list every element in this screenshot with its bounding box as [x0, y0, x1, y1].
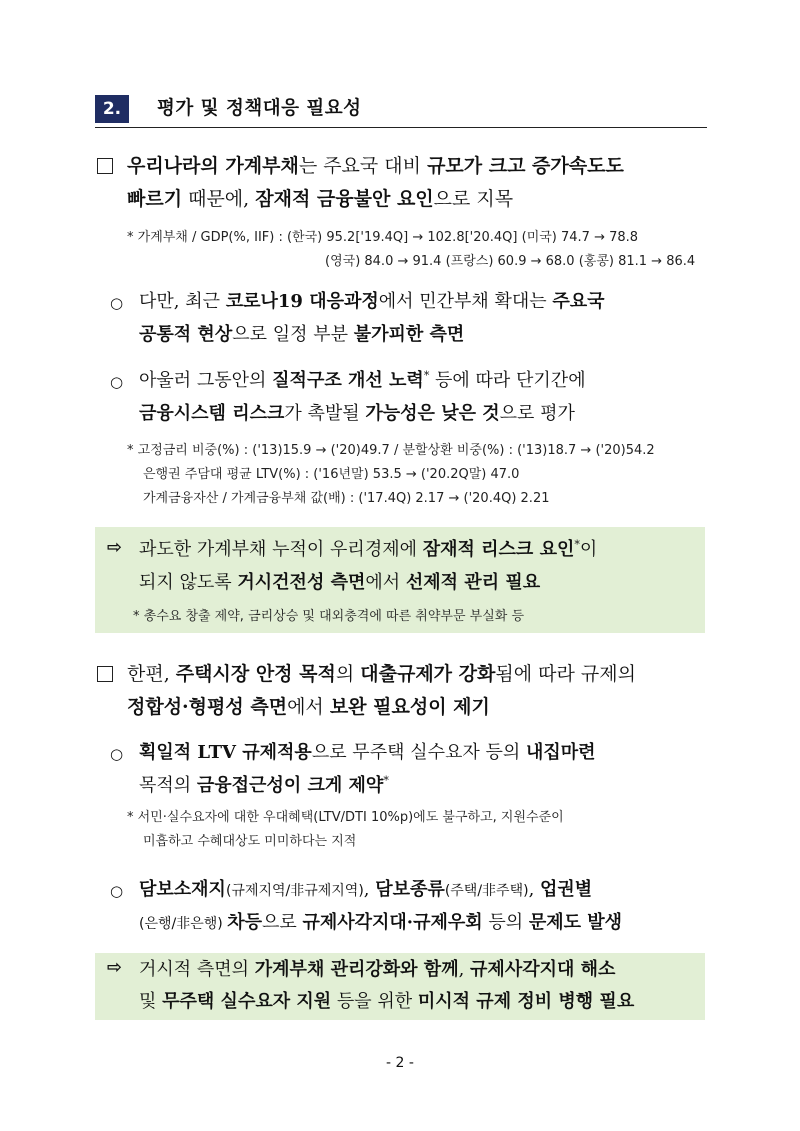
text: 아울러 그동안의 — [139, 370, 273, 391]
paragraph-2b-line-1 — [139, 874, 592, 907]
text: 는 주요국 대비 — [298, 155, 428, 177]
page-number: - 2 - — [386, 1055, 414, 1071]
bold-text: 미시적 규제 정비 병행 필요 — [417, 991, 635, 1012]
text: 으로 — [261, 912, 303, 933]
text: 에서 — [287, 696, 330, 718]
bold-text: 주요국 — [552, 291, 605, 312]
text: 등을 위한 — [331, 991, 418, 1012]
footnote-marker: * — [574, 538, 580, 551]
text: 으로 무주택 실수요자 등의 — [311, 742, 526, 763]
summary-line-1 — [139, 534, 597, 566]
text: 등에 따라 단기간에 — [429, 370, 586, 391]
text: 과도한 가계부채 누적이 우리경제에 — [139, 539, 423, 560]
footnote-marker: * — [423, 369, 430, 382]
bold-text: 잠재적 금융불안 요인 — [255, 188, 434, 210]
text: 됨에 따라 규제의 — [495, 663, 636, 685]
arrow-right-icon: ⇨ — [107, 537, 123, 558]
bold-text: 내집마련 — [525, 742, 596, 763]
bold-text: 주택시장 안정 목적 — [175, 663, 336, 685]
bold-text: 코로나19 대응과정 — [225, 291, 379, 312]
footnote: 은행권 주담대 평균 LTV(%) : ('16년말) 53.5 → ('20.2Q말) 47.0 — [143, 467, 520, 482]
checkbox-square-icon — [97, 666, 113, 682]
paragraph-1a-line-1 — [139, 286, 605, 318]
bold-text: 보완 필요성이 제기 — [329, 696, 490, 718]
footnote: 가계금융자산 / 가계금융부채 값(배) : ('17.4Q) 2.17 → ('20.4Q) 2.21 — [143, 491, 550, 506]
footnote: * 고정금리 비중(%) : ('13)15.9 → ('20)49.7 / 분할상환 비중(%) : ('13)18.7 → ('20)54.2 — [127, 443, 655, 458]
paragraph-2-line-2 — [127, 691, 490, 723]
text: 및 — [139, 991, 163, 1012]
paragraph-1-line-2 — [127, 183, 513, 215]
bold-text: 우리나라의 가계부채 — [127, 155, 299, 177]
text: 이 — [579, 539, 598, 560]
paragraph-1b-line-1 — [139, 365, 586, 397]
bold-text: 획일적 LTV 규제적용 — [139, 742, 312, 763]
text: 으로 평가 — [499, 403, 575, 424]
text: 한편, — [127, 663, 176, 685]
text: 에서 — [365, 572, 406, 593]
bold-text: 정합성·형평성 측면 — [127, 696, 288, 718]
paragraph-2a-line-2 — [139, 770, 389, 802]
paragraph-2a-line-1 — [139, 737, 596, 769]
text: , — [458, 959, 471, 980]
summary-line-2 — [139, 567, 540, 599]
text: (주택/非주택) — [444, 883, 529, 899]
bold-text: 문제도 발생 — [528, 912, 623, 933]
text: 의 — [335, 663, 361, 685]
text: , — [528, 879, 541, 900]
bullet-circle-icon: ○ — [110, 373, 124, 391]
summary-box — [95, 527, 705, 633]
section-number: 2. — [95, 95, 129, 123]
footnote: * 가계부채 / GDP(%, IIF) : (한국) 95.2['19.4Q] → 102.8['20.4Q] (미국) 74.7 → 78.8 — [127, 230, 639, 245]
text: 때문에, — [182, 188, 256, 210]
text: (규제지역/非규제지역) — [225, 883, 364, 899]
text: , — [363, 879, 376, 900]
section-title: 평가 및 정책대응 필요성 — [157, 98, 362, 119]
text: 으로 지목 — [433, 188, 514, 210]
bold-text: 잠재적 리스크 요인 — [422, 539, 575, 560]
bold-text: 공통적 현상 — [139, 324, 233, 345]
text: 등의 — [482, 912, 529, 933]
bold-text: 거시건전성 측면 — [237, 572, 366, 593]
paragraph-1-line-1 — [127, 150, 624, 182]
summary-box — [95, 953, 705, 1020]
bold-text: 담보소재지 — [139, 879, 226, 900]
footnote-marker: * — [383, 774, 389, 787]
paragraph-1b-line-2 — [139, 398, 575, 430]
bold-text: 금융접근성이 크게 제약 — [196, 775, 384, 796]
text: 가 촉발될 — [284, 403, 366, 424]
bold-text: 금융시스템 리스크 — [139, 403, 285, 424]
bold-text: 가능성은 낮은 것 — [365, 403, 500, 424]
bold-text: 대출규제가 강화 — [360, 663, 496, 685]
paragraph-2-line-1 — [127, 658, 636, 690]
summary-line-1 — [139, 954, 615, 986]
bold-text: 빠르기 — [127, 188, 183, 210]
text: 으로 일정 부분 — [232, 324, 354, 345]
paragraph-2b-line-2 — [139, 907, 622, 940]
text: 되지 않도록 — [139, 572, 238, 593]
checkbox-square-icon — [97, 158, 113, 174]
text: 다만, 최근 — [139, 291, 226, 312]
text: 에서 민간부채 확대는 — [378, 291, 553, 312]
text: 목적의 — [139, 775, 197, 796]
bold-text: 규제사각지대 해소 — [470, 959, 616, 980]
bold-text: 불가피한 측면 — [353, 324, 465, 345]
footnote: 미흡하고 수혜대상도 미미하다는 지적 — [143, 834, 357, 849]
footnote: * 서민·실수요자에 대한 우대혜택(LTV/DTI 10%p)에도 불구하고, 지원수준이 — [127, 810, 564, 825]
bold-text: 무주택 실수요자 지원 — [162, 991, 332, 1012]
text: (은행/非은행) — [139, 916, 228, 932]
section-header — [95, 93, 707, 128]
paragraph-1a-line-2 — [139, 319, 464, 351]
bullet-circle-icon: ○ — [110, 745, 124, 763]
bold-text: 업권별 — [540, 879, 593, 900]
bold-text: 규제사각지대·규제우회 — [302, 912, 483, 933]
bold-text: 선제적 관리 필요 — [405, 572, 541, 593]
arrow-right-icon: ⇨ — [107, 957, 123, 978]
text: 거시적 측면의 — [139, 959, 255, 980]
bold-text: 질적구조 개선 노력 — [272, 370, 424, 391]
bullet-circle-icon: ○ — [110, 294, 124, 312]
footnote: (영국) 84.0 → 91.4 (프랑스) 60.9 → 68.0 (홍콩) 81.1 → 86.4 — [325, 254, 696, 269]
bullet-circle-icon: ○ — [110, 882, 124, 900]
bold-text: 담보종류 — [375, 879, 445, 900]
bold-text: 규모가 크고 증가속도도 — [427, 155, 624, 177]
bold-text: 가계부채 관리강화와 함께 — [254, 959, 459, 980]
bold-text: 차등 — [227, 912, 262, 933]
footnote: * 총수요 창출 제약, 금리상승 및 대외충격에 따른 취약부문 부실화 등 — [133, 609, 525, 624]
summary-line-2 — [139, 986, 634, 1018]
